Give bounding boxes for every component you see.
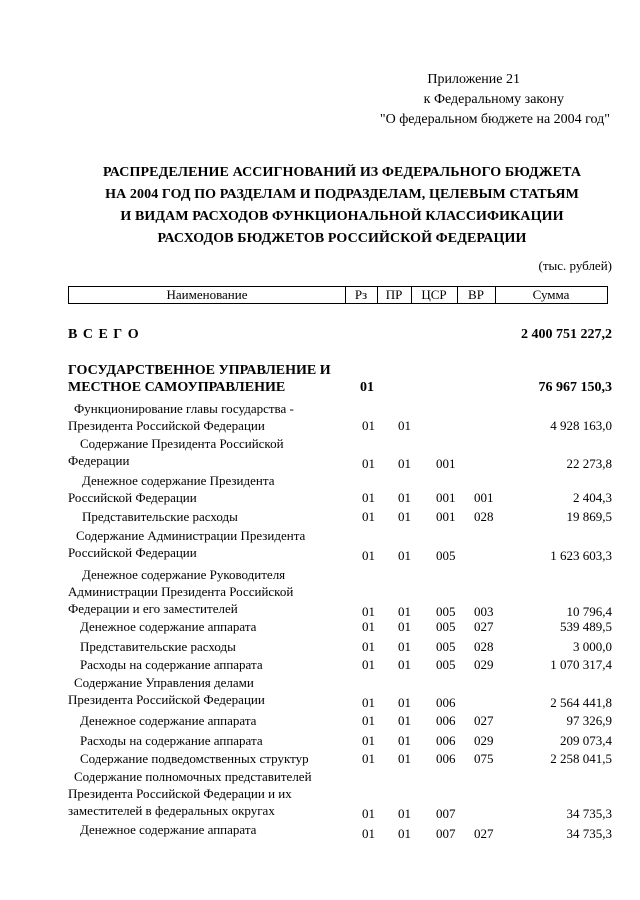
row-csr: 006 bbox=[436, 733, 456, 748]
header-sum: Сумма bbox=[532, 287, 570, 302]
row-sum: 10 796,4 bbox=[566, 604, 612, 619]
row-pr: 01 bbox=[398, 490, 411, 505]
row-name: МЕСТНОЕ САМОУПРАВЛЕНИЕ bbox=[68, 380, 286, 395]
row-csr: 005 bbox=[436, 657, 456, 672]
row-name: Расходы на содержание аппарата bbox=[80, 733, 263, 748]
row-csr: 006 bbox=[436, 695, 456, 710]
row-rz: 01 bbox=[362, 604, 375, 619]
row-sum: 2 400 751 227,2 bbox=[521, 327, 612, 342]
row-csr: 001 bbox=[436, 509, 456, 524]
row-csr: 006 bbox=[436, 751, 456, 766]
units-label: (тыс. рублей) bbox=[538, 258, 612, 273]
row-name: Содержание Управления делами bbox=[74, 675, 254, 690]
row-csr: 005 bbox=[436, 619, 456, 634]
row-name: Администрации Президента Российской bbox=[68, 584, 294, 599]
row-name: ГОСУДАРСТВЕННОЕ УПРАВЛЕНИЕ И bbox=[68, 363, 331, 378]
row-sum: 34 735,3 bbox=[566, 826, 612, 841]
row-pr: 01 bbox=[398, 657, 411, 672]
row-rz: 01 bbox=[362, 806, 375, 821]
title-line: РАСПРЕДЕЛЕНИЕ АССИГНОВАНИЙ ИЗ ФЕДЕРАЛЬНОГО БЮДЖЕТА bbox=[102, 165, 582, 180]
row-pr: 01 bbox=[398, 733, 411, 748]
row-rz: 01 bbox=[362, 418, 375, 433]
row-vr: 027 bbox=[474, 713, 494, 728]
header-csr: ЦСР bbox=[411, 287, 458, 303]
row-name: Представительские расходы bbox=[80, 639, 236, 654]
row-sum: 539 489,5 bbox=[560, 619, 612, 634]
row-pr: 01 bbox=[398, 751, 411, 766]
row-csr: 005 bbox=[436, 548, 456, 563]
header-pr: ПР bbox=[377, 287, 412, 303]
row-sum: 2 404,3 bbox=[573, 490, 612, 505]
row-pr: 01 bbox=[398, 695, 411, 710]
row-vr: 029 bbox=[474, 657, 494, 672]
row-rz: 01 bbox=[362, 733, 375, 748]
row-sum: 22 273,8 bbox=[566, 456, 612, 471]
title-line: И ВИДАМ РАСХОДОВ ФУНКЦИОНАЛЬНОЙ КЛАССИФИКАЦИИ bbox=[120, 209, 564, 224]
row-pr: 01 bbox=[398, 604, 411, 619]
row-rz: 01 bbox=[362, 619, 375, 634]
row-vr: 001 bbox=[474, 490, 494, 505]
row-name: заместителей в федеральных округах bbox=[68, 803, 275, 818]
row-name: Федерации bbox=[68, 453, 130, 468]
row-pr: 01 bbox=[398, 639, 411, 654]
row-pr: 01 bbox=[398, 509, 411, 524]
row-pr: 01 bbox=[398, 548, 411, 563]
title-line: РАСХОДОВ БЮДЖЕТОВ РОССИЙСКОЙ ФЕДЕРАЦИИ bbox=[157, 231, 527, 246]
row-sum: 97 326,9 bbox=[566, 713, 612, 728]
annex-line: "О федеральном бюджете на 2004 год" bbox=[379, 112, 610, 127]
row-pr: 01 bbox=[398, 619, 411, 634]
row-name: Денежное содержание Руководителя bbox=[82, 567, 286, 582]
row-rz: 01 bbox=[362, 509, 375, 524]
row-rz: 01 bbox=[362, 826, 375, 841]
row-vr: 003 bbox=[474, 604, 494, 619]
row-pr: 01 bbox=[398, 713, 411, 728]
row-vr: 028 bbox=[474, 509, 494, 524]
row-name: Президента Российской Федерации и их bbox=[68, 786, 292, 801]
row-rz: 01 bbox=[362, 657, 375, 672]
row-rz: 01 bbox=[362, 751, 375, 766]
row-csr: 001 bbox=[436, 490, 456, 505]
row-name: Денежное содержание аппарата bbox=[80, 619, 257, 634]
row-name: Российской Федерации bbox=[68, 545, 197, 560]
row-rz: 01 bbox=[362, 695, 375, 710]
row-csr: 005 bbox=[436, 639, 456, 654]
row-sum: 3 000,0 bbox=[573, 639, 612, 654]
row-csr: 007 bbox=[436, 826, 456, 841]
row-vr: 027 bbox=[474, 826, 494, 841]
row-name: Содержание Администрации Президента bbox=[76, 528, 306, 543]
row-name: Содержание подведомственных структур bbox=[80, 751, 309, 766]
row-sum: 1 623 603,3 bbox=[550, 548, 612, 563]
row-pr: 01 bbox=[398, 826, 411, 841]
row-sum: 1 070 317,4 bbox=[550, 657, 612, 672]
row-sum: 19 869,5 bbox=[566, 509, 612, 524]
row-vr: 029 bbox=[474, 733, 494, 748]
row-name: Президента Российской Федерации bbox=[68, 692, 265, 707]
row-name: Содержание полномочных представителей bbox=[74, 769, 312, 784]
row-csr: 006 bbox=[436, 713, 456, 728]
row-rz: 01 bbox=[362, 548, 375, 563]
row-sum: 2 258 041,5 bbox=[550, 751, 612, 766]
row-name: Функционирование главы государства - bbox=[74, 401, 294, 416]
row-rz: 01 bbox=[362, 490, 375, 505]
row-name: Федерации и его заместителей bbox=[68, 601, 238, 616]
row-vr: 028 bbox=[474, 639, 494, 654]
row-name: Российской Федерации bbox=[68, 490, 197, 505]
row-rz: 01 bbox=[360, 380, 374, 395]
row-csr: 005 bbox=[436, 604, 456, 619]
row-sum: 76 967 150,3 bbox=[538, 380, 612, 395]
row-name: Содержание Президента Российской bbox=[80, 436, 284, 451]
row-name: Денежное содержание Президента bbox=[82, 473, 275, 488]
title-line: НА 2004 ГОД ПО РАЗДЕЛАМ И ПОДРАЗДЕЛАМ, ЦЕЛЕВЫМ СТАТЬЯМ bbox=[105, 187, 579, 202]
row-name: Представительские расходы bbox=[82, 509, 238, 524]
header-vr: ВР bbox=[457, 287, 496, 303]
row-name: Президента Российской Федерации bbox=[68, 418, 265, 433]
row-name: Расходы на содержание аппарата bbox=[80, 657, 263, 672]
row-vr: 075 bbox=[474, 751, 494, 766]
row-sum: 2 564 441,8 bbox=[550, 695, 612, 710]
annex-line: Приложение 21 bbox=[427, 72, 520, 87]
row-csr: 007 bbox=[436, 806, 456, 821]
row-name: В С Е Г О bbox=[68, 327, 140, 342]
row-sum: 4 928 163,0 bbox=[550, 418, 612, 433]
header-rz: Рз bbox=[345, 287, 378, 303]
header-name: Наименование bbox=[69, 287, 346, 303]
row-pr: 01 bbox=[398, 418, 411, 433]
row-name: Денежное содержание аппарата bbox=[80, 822, 257, 837]
row-sum: 209 073,4 bbox=[560, 733, 612, 748]
row-rz: 01 bbox=[362, 456, 375, 471]
row-pr: 01 bbox=[398, 806, 411, 821]
row-rz: 01 bbox=[362, 639, 375, 654]
row-vr: 027 bbox=[474, 619, 494, 634]
annex-line: к Федеральному закону bbox=[423, 92, 564, 107]
row-name: Денежное содержание аппарата bbox=[80, 713, 257, 728]
row-pr: 01 bbox=[398, 456, 411, 471]
row-rz: 01 bbox=[362, 713, 375, 728]
row-sum: 34 735,3 bbox=[566, 806, 612, 821]
row-csr: 001 bbox=[436, 456, 456, 471]
